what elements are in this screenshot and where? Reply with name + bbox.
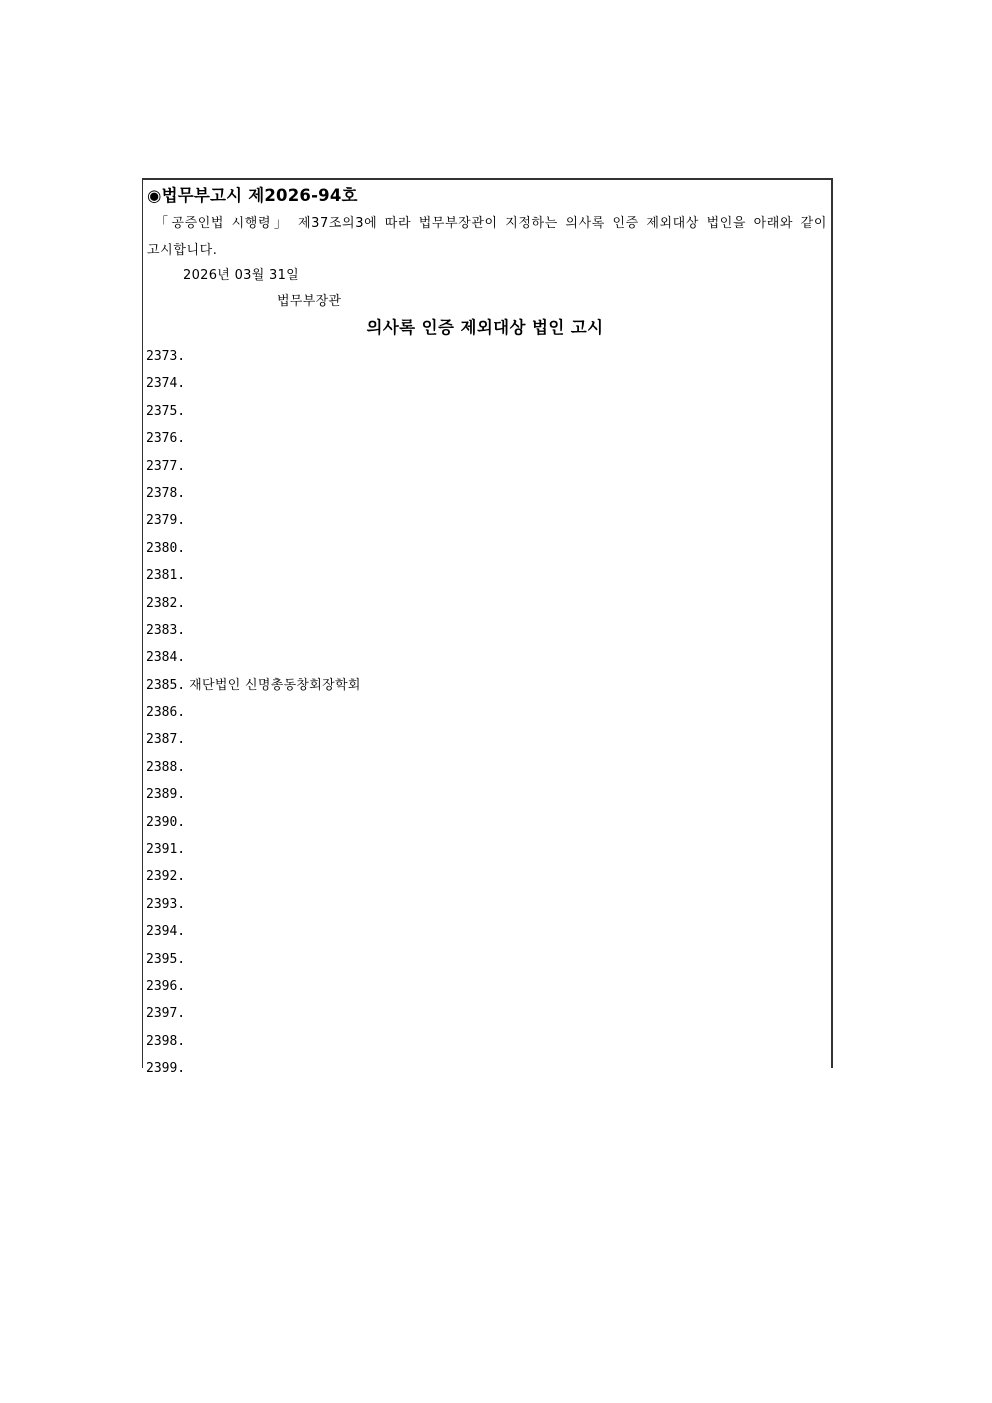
- entry-number: 2380.: [146, 540, 186, 556]
- list-item: [146, 510, 361, 537]
- notice-title: ◉법무부고시 제2026-94호: [147, 186, 358, 205]
- entry-list: [146, 346, 361, 1086]
- list-item: [146, 729, 361, 756]
- entry-number: 2390.: [146, 814, 186, 830]
- entry-number: 2396.: [146, 978, 186, 994]
- entry-number: 2387.: [146, 732, 186, 748]
- list-item: [146, 921, 361, 948]
- entry-number: 2395.: [146, 951, 186, 967]
- notice-frame: [142, 178, 833, 1077]
- entry-number: 2379.: [146, 513, 186, 529]
- list-item: [146, 620, 361, 647]
- entry-number: 2397.: [146, 1006, 186, 1022]
- entry-number: 2376.: [146, 431, 186, 447]
- list-item: [146, 428, 361, 455]
- list-item: [146, 483, 361, 510]
- list-item: [146, 976, 361, 1003]
- list-item: [146, 593, 361, 620]
- list-item: [146, 401, 361, 428]
- entry-number: 2383.: [146, 622, 186, 638]
- entry-number: 2374.: [146, 376, 186, 392]
- notice-heading: 의사록 인증 제외대상 법인 고시: [366, 318, 604, 337]
- entry-number: 2386.: [146, 705, 186, 721]
- entry-number: 2391.: [146, 842, 186, 858]
- list-item: [146, 538, 361, 565]
- entry-number: 2394.: [146, 924, 186, 940]
- entry-number: 2393.: [146, 896, 186, 912]
- list-item: [146, 647, 361, 674]
- entry-number: 2377.: [146, 458, 186, 474]
- entry-number: 2385.: [146, 677, 186, 693]
- notice-issuer: 법무부장관: [277, 294, 342, 309]
- list-item: [146, 1058, 361, 1085]
- entry-number: 2392.: [146, 869, 186, 885]
- entry-name: 재단법인 신명총동창회장학회: [189, 677, 361, 693]
- entry-number: 2378.: [146, 485, 186, 501]
- list-item: [146, 565, 361, 592]
- list-item: [146, 1031, 361, 1058]
- list-item: [146, 949, 361, 976]
- list-item: [146, 702, 361, 729]
- list-item: [146, 346, 361, 373]
- entry-number: 2398.: [146, 1033, 186, 1049]
- notice-body-text: 「공증인법 시행령」 제37조의3에 따라 법무부장관이 지정하는 의사록 인증 제외대상 법인을 아래와 같이 고시합니다.: [147, 216, 827, 258]
- notice-date: 2026년 03월 31일: [183, 268, 300, 283]
- entry-number: 2388.: [146, 759, 186, 775]
- list-item: [146, 757, 361, 784]
- list-item: [146, 373, 361, 400]
- list-item: [146, 1003, 361, 1030]
- entry-number: 2399.: [146, 1061, 186, 1077]
- list-item: [146, 456, 361, 483]
- list-item: [146, 894, 361, 921]
- list-item: [146, 812, 361, 839]
- entry-number: 2375.: [146, 403, 186, 419]
- list-item: [146, 866, 361, 893]
- entry-number: 2373.: [146, 349, 186, 364]
- list-item: [146, 839, 361, 866]
- entry-number: 2384.: [146, 650, 186, 666]
- entry-number: 2389.: [146, 787, 186, 803]
- entry-number: 2382.: [146, 595, 186, 611]
- list-item: [146, 675, 361, 702]
- list-item: [146, 784, 361, 811]
- entry-number: 2381.: [146, 568, 186, 584]
